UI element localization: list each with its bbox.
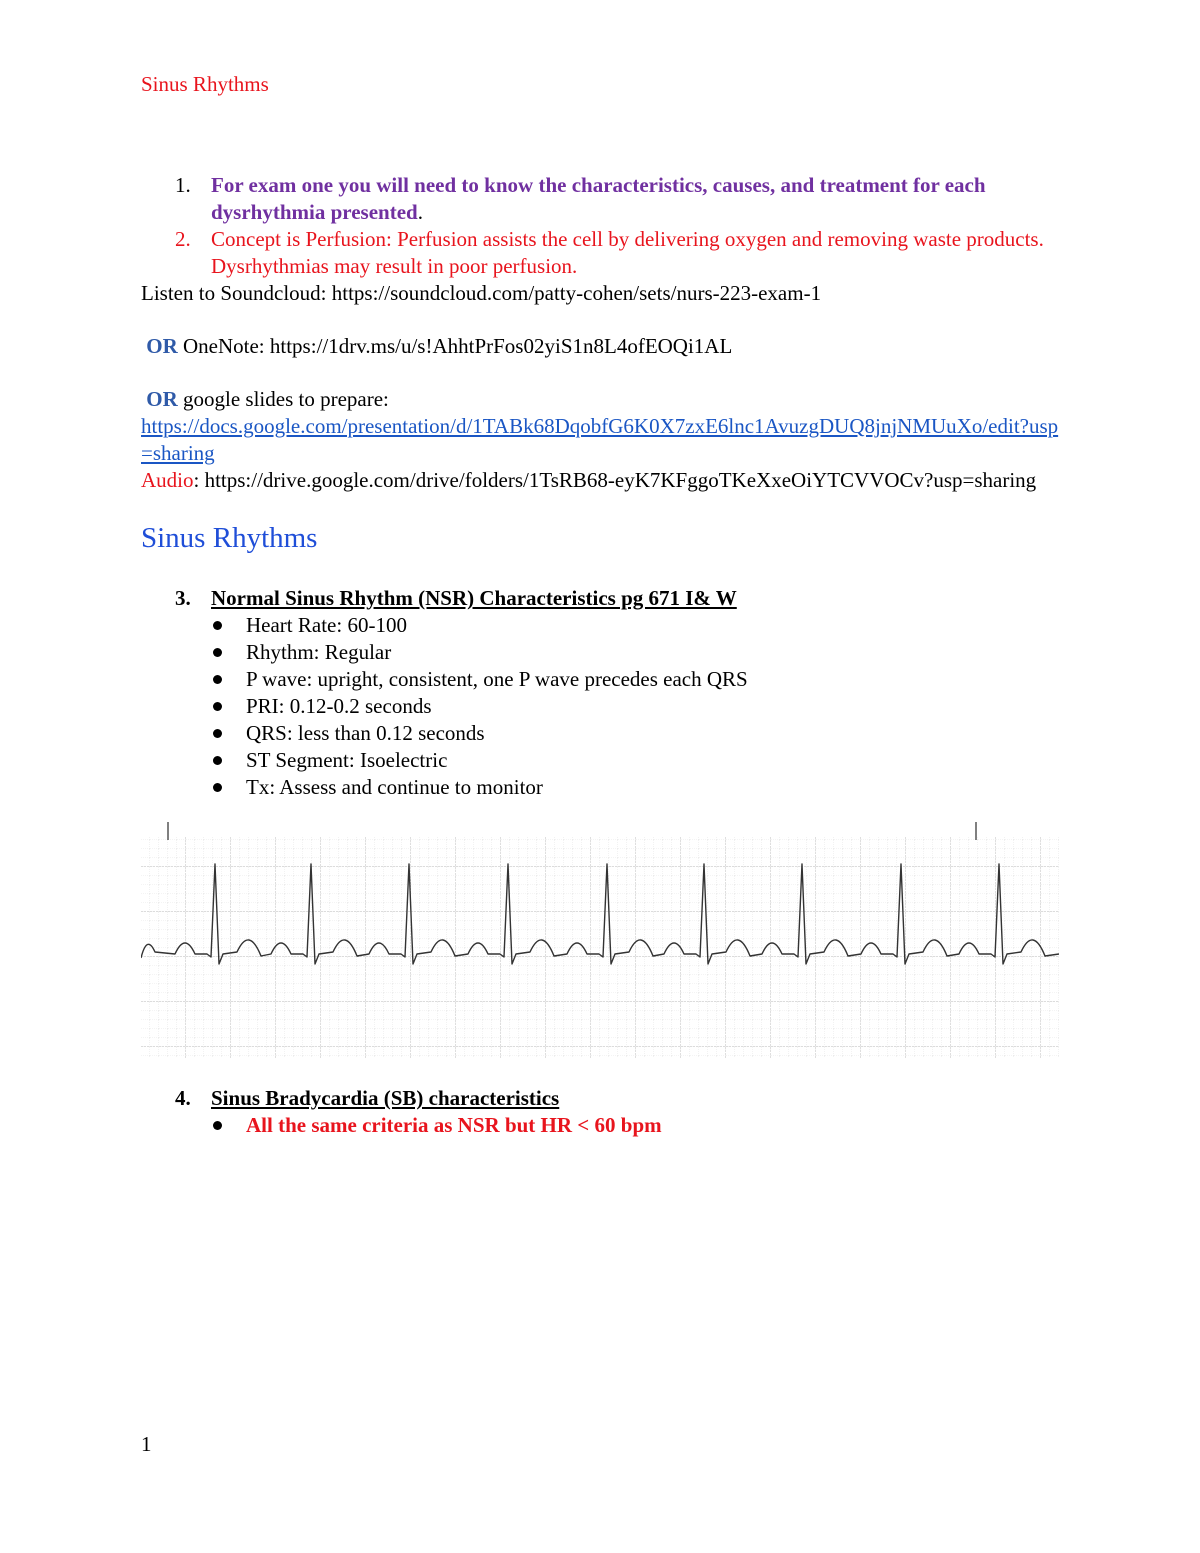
intro-list — [141, 172, 1061, 307]
bullet-icon — [213, 675, 222, 684]
nsr-section — [141, 585, 1061, 801]
slides-block — [141, 386, 1061, 494]
sb-bullets — [141, 1112, 1061, 1139]
or-label: OR — [146, 334, 178, 358]
list-item: PRI: 0.12-0.2 seconds — [141, 693, 1061, 720]
nsr-heading-text: Normal Sinus Rhythm (NSR) Characteristics pg 671 I& W — [211, 586, 737, 610]
page-number: 1 — [141, 1432, 152, 1456]
list-item — [141, 226, 1061, 280]
page-header: Sinus Rhythms — [141, 72, 269, 96]
list-item: Tx: Assess and continue to monitor — [141, 774, 1061, 801]
google-slides-link[interactable]: https://docs.google.com/presentation/d/1TABk68DqobfG6K0X7zxE6lnc1AvuzgDUQ8jnjNMUuXo/edit?usp=sharing — [141, 414, 1059, 465]
onenote-text: OneNote: https://1drv.ms/u/s!AhhtPrFos02yiS1n8L4ofEOQi1AL — [177, 334, 733, 358]
list-item: Rhythm: Regular — [141, 639, 1061, 666]
list-item: P wave: upright, consistent, one P wave precedes each QRS — [141, 666, 1061, 693]
nsr-bullets — [141, 612, 1061, 801]
bullet-icon — [213, 756, 222, 765]
slides-text: google slides to prepare: — [177, 387, 389, 411]
audio-label: Audio — [141, 468, 194, 492]
soundcloud-line: Listen to Soundcloud: https://soundcloud.com/patty-cohen/sets/nurs-223-exam-1 — [141, 281, 822, 305]
nsr-heading — [141, 585, 1061, 612]
perfusion-concept: Concept is Perfusion: Perfusion assists the cell by delivering oxygen and removing waste products. Dysrhythmias may result in poor perfusion. — [211, 227, 1044, 278]
list-number: 2. — [175, 227, 191, 251]
bullet-icon — [213, 729, 222, 738]
ecg-strip-image — [141, 822, 1059, 1058]
list-item: Heart Rate: 60-100 — [141, 612, 1061, 639]
bullet-icon — [213, 621, 222, 630]
bullet-icon — [213, 702, 222, 711]
onenote-line — [141, 333, 1061, 360]
exam-note-period: . — [417, 200, 423, 224]
list-number: 1. — [175, 173, 191, 197]
bullet-icon — [213, 648, 222, 657]
list-item — [141, 172, 1061, 226]
list-number: 3. — [175, 586, 191, 610]
list-number: 4. — [175, 1086, 191, 1110]
bullet-icon — [213, 783, 222, 792]
sb-section — [141, 1085, 1061, 1139]
list-item: ST Segment: Isoelectric — [141, 747, 1061, 774]
ecg-grid — [141, 836, 1059, 1058]
or-label: OR — [146, 387, 178, 411]
sb-heading — [141, 1085, 1061, 1112]
exam-note: For exam one you will need to know the characteristics, causes, and treatment for each dysrhythmia presented — [211, 173, 986, 224]
bullet-icon — [213, 1121, 222, 1130]
audio-text: : https://drive.google.com/drive/folders/1TsRB68-eyK7KFggoTKeXxeOiYTCVVOCv?usp=sharing — [193, 468, 1037, 492]
sb-heading-text: Sinus Bradycardia (SB) characteristics — [211, 1086, 560, 1110]
list-item: QRS: less than 0.12 seconds — [141, 720, 1061, 747]
list-item: All the same criteria as NSR but HR < 60 bpm — [141, 1112, 1061, 1139]
section-title: Sinus Rhythms — [141, 522, 318, 554]
